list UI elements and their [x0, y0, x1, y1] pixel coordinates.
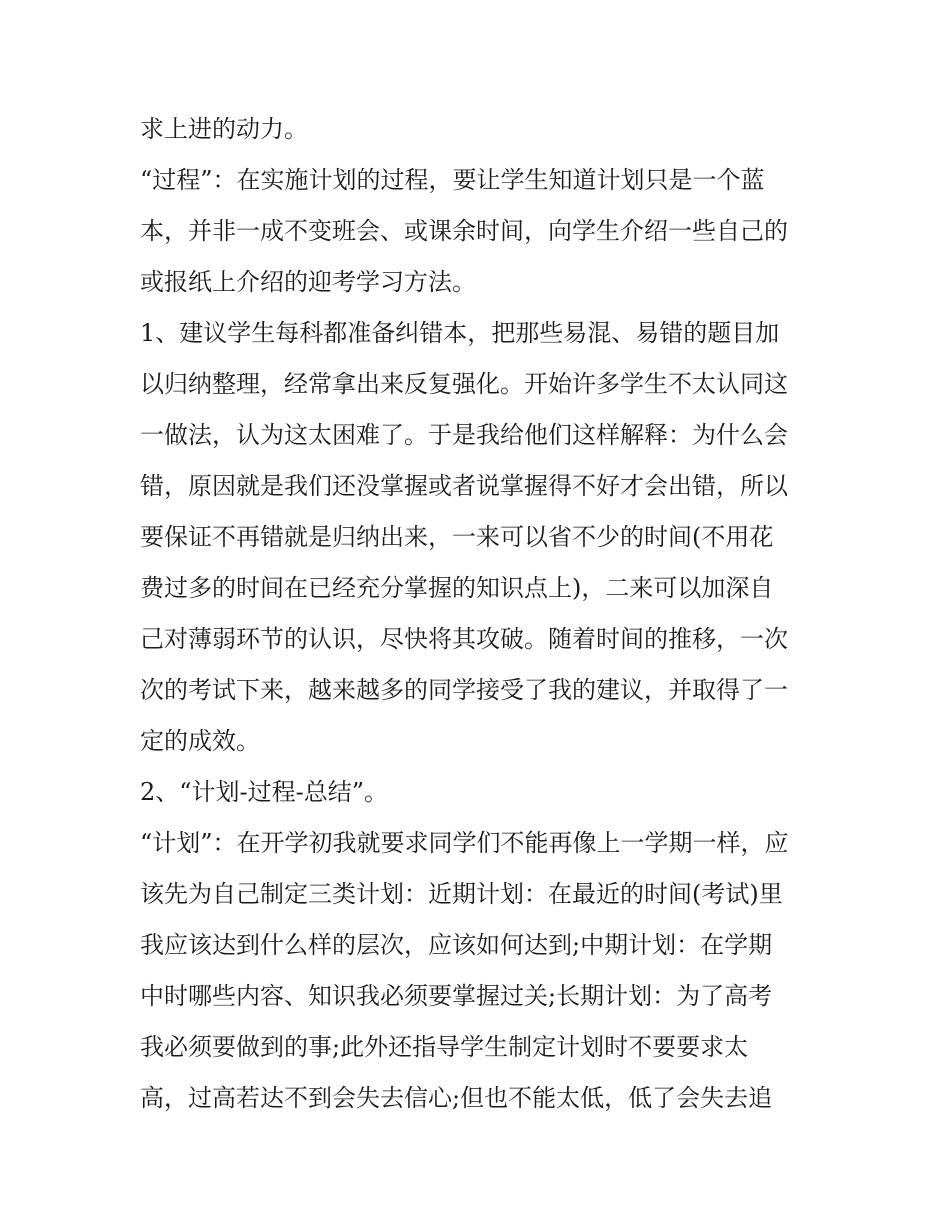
text-line: “过程”：在实施计划的过程，要让学生知道计划只是一个蓝 [140, 166, 765, 194]
text-line: 求上进的动力。 [140, 115, 308, 143]
text-line: 定的成效。 [140, 727, 260, 755]
text-line: 己对薄弱环节的认识，尽快将其攻破。随着时间的推移，一次 [140, 625, 788, 653]
text-line: 该先为自己制定三类计划：近期计划：在最近的时间(考试)里 [140, 880, 783, 908]
text-line: 我应该达到什么样的层次，应该如何达到;中期计划：在学期 [140, 931, 773, 959]
text-line: 错，原因就是我们还没掌握或者说掌握得不好才会出错，所以 [140, 472, 788, 500]
body-text [140, 104, 830, 1124]
text-line: 要保证不再错就是归纳出来，一来可以省不少的时间(不用花 [140, 523, 774, 551]
text-line: 我必须要做到的事;此外还指导学生制定计划时不要要求太 [140, 1033, 749, 1061]
text-line: 本，并非一成不变班会、或课余时间，向学生介绍一些自己的 [140, 217, 788, 245]
text-line: 高，过高若达不到会失去信心;但也不能太低，低了会失去追 [140, 1084, 773, 1112]
text-line: 中时哪些内容、知识我必须要掌握过关;长期计划：为了高考 [140, 982, 773, 1010]
text-line: 1、建议学生每科都准备纠错本，把那些易混、易错的题目加 [140, 319, 780, 347]
text-line: 以归纳整理，经常拿出来反复强化。开始许多学生不太认同这 [140, 370, 788, 398]
text-line: 费过多的时间在已经充分掌握的知识点上)，二来可以加深自 [140, 574, 774, 602]
text-line: 2、“计划-过程-总结”。 [140, 778, 389, 806]
text-line: “计划”：在开学初我就要求同学们不能再像上一学期一样，应 [140, 829, 789, 857]
text-line: 一做法，认为这太困难了。于是我给他们这样解释：为什么会 [140, 421, 788, 449]
text-line: 次的考试下来，越来越多的同学接受了我的建议，并取得了一 [140, 676, 788, 704]
text-line: 或报纸上介绍的迎考学习方法。 [140, 268, 476, 296]
